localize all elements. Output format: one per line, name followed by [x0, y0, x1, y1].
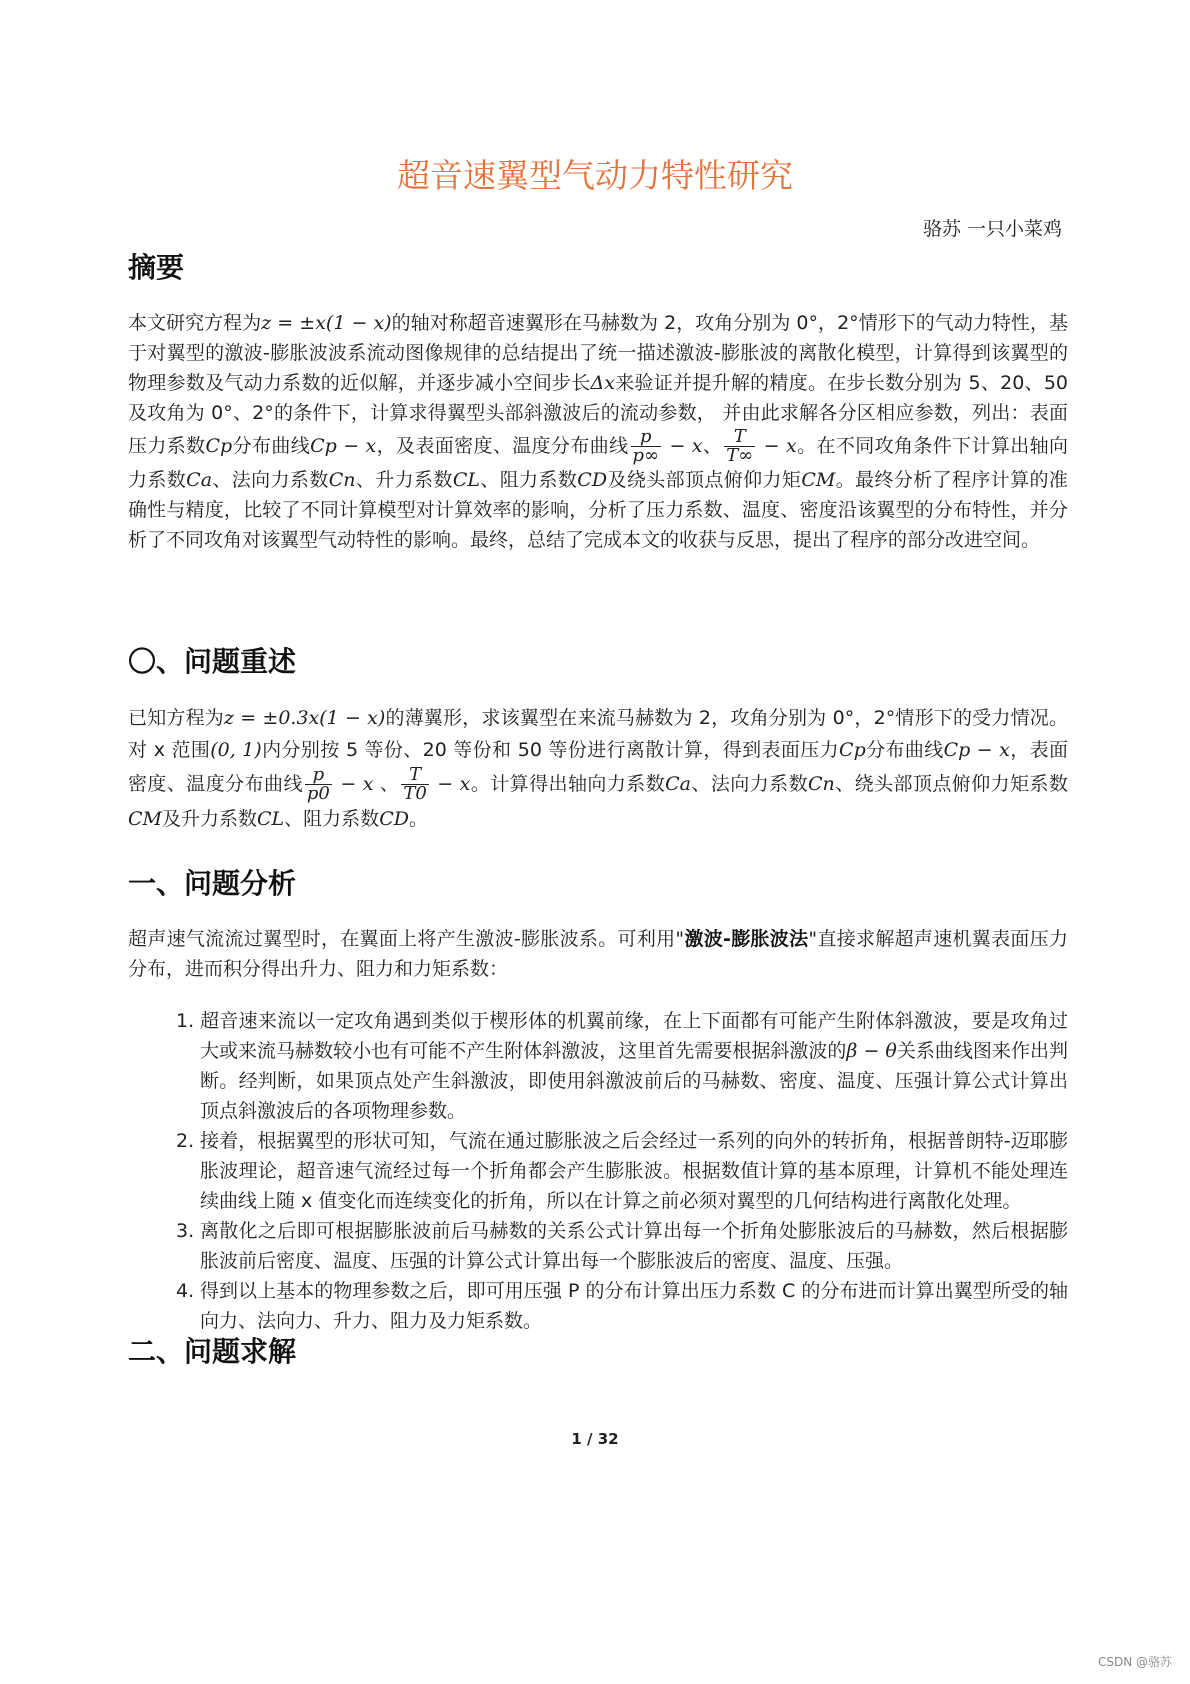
- section-solution: [128, 1330, 1068, 1370]
- symbol: Cp − x: [310, 435, 377, 457]
- fraction-t-ratio: $\frac{T}{T0}$: [403, 764, 427, 804]
- paper-title: 超音速翼型气动力特性研究: [397, 156, 793, 195]
- abstract-paragraph: 本文研究方程为z = ±x(1 − x)的轴对称超音速翼形在马赫数为 2，攻角分别为 0°，2°情形下的气动力特性，基于对翼型的激波-膨胀波波系流动图像规律的总结提出了统一描述激波-膨胀波的离散化模型，计算得到该翼型的物理参数及气动力系数的近似解，并逐步减小空间步长Δx来验证并提升解的精度。在步长数分别为 5、20、50 及攻角为 0°、2°的条件下，计算求得翼型头部斜激波后的流动参数， 并由此求解各分区相应参数，列出：表面压力系数Cp分布曲线Cp − x，及表面密度、温度分布曲线 $\frac{p}{p\infty}$ − x、 $\frac{T}{T\infty}$ − x。在不同攻角条件下计算出轴向力系数Ca、法向力系数Cn、升力系数CL、阻力系数CD及绕头部顶点俯仰力矩CM。最终分析了程序计算的准确性与精度，比较了不同计算模型对计算效率的影响，分析了压力系数、温度、密度沿该翼型的分布特性，并分析了不同攻角对该翼型气动特性的影响。最终，总结了完成本文的收获与反思，提出了程序的部分改进空间。: [128, 312, 1068, 551]
- symbol: Ca: [665, 773, 691, 795]
- section-heading: 二、问题求解: [128, 1335, 297, 1368]
- symbol: CL: [257, 808, 285, 830]
- symbol: Cn: [808, 773, 835, 795]
- symbol: Ca: [186, 469, 213, 491]
- abstract-section: [128, 246, 1068, 555]
- section-heading: 〇、问题重述: [128, 645, 297, 678]
- symbol: CD: [379, 808, 409, 830]
- analysis-intro: 超声速气流流过翼型时，在翼面上将产生激波-膨胀波系。可利用"激波-膨胀波法"直接求解超声速机翼表面压力分布，进而积分得出升力、阻力和力矩系数：: [128, 928, 1068, 980]
- section-analysis: [128, 862, 1068, 1336]
- list-item: 4. 得到以上基本的物理参数之后，即可用压强 P 的分布计算出压力系数 C 的分布进而计算出翼型所受的轴向力、法向力、升力、阻力及力矩系数。: [176, 1280, 1068, 1332]
- symbol: CL: [452, 469, 480, 491]
- symbol: CD: [577, 469, 608, 491]
- symbol: Cp − x: [943, 739, 1010, 761]
- abstract-heading: 摘要: [128, 251, 185, 284]
- fraction-t-ratio: $\frac{T}{T\infty}$: [726, 426, 754, 466]
- equation: Δx: [590, 372, 615, 394]
- symbol: Cn: [328, 469, 356, 491]
- equation: z = ±0.3x(1 − x): [224, 707, 386, 729]
- fraction-p-ratio: $\frac{p}{p\infty}$: [632, 426, 660, 466]
- author-line: 骆苏 一只小菜鸡: [922, 218, 1062, 240]
- equation: β − θ: [846, 1040, 897, 1062]
- symbol: CM: [128, 808, 162, 830]
- fraction-p-ratio: $\frac{p}{p0}$: [306, 764, 330, 804]
- analysis-steps-list: [176, 1006, 1068, 1336]
- symbol: Cp: [205, 435, 233, 457]
- section-restatement: [128, 640, 1068, 835]
- restatement-paragraph: 已知方程为z = ±0.3x(1 − x)的薄翼形，求该翼型在来流马赫数为 2，攻角分别为 0°，2°情形下的受力情况。对 x 范围(0, 1)内分别按 5 等份、20 等份和 50 等份进行离散计算，得到表面压力Cp分布曲线Cp − x，表面密度、温度分布曲线 $\frac{p}{p0}$ − x 、 $\frac{T}{T0}$ − x。计算得出轴向力系数Ca、法向力系数Cn、绕头部顶点俯仰力矩系数CM及升力系数CL、阻力系数CD。: [128, 707, 1068, 830]
- equation: z = ±x(1 − x): [261, 312, 392, 334]
- list-item: 2. 接着，根据翼型的形状可知，气流在通过膨胀波之后会经过一系列的向外的转折角，根据普朗特-迈耶膨胀波理论，超音速气流经过每一个折角都会产生膨胀波。根据数值计算的基本原理，计算机不能处理连续曲线上随 x 值变化而连续变化的折角，所以在计算之前必须对翼型的几何结构进行离散化处理。: [176, 1130, 1068, 1212]
- section-heading: 一、问题分析: [128, 867, 297, 900]
- list-item: 1. 超音速来流以一定攻角遇到类似于楔形体的机翼前缘，在上下面都有可能产生附体斜激波，要是攻角过大或来流马赫数较小也有可能不产生附体斜激波，这里首先需要根据斜激波的β − θ关系曲线图来作出判断。经判断，如果顶点处产生斜激波，即使用斜激波前后的马赫数、密度、温度、压强计算公式计算出顶点斜激波后的各项物理参数。: [176, 1010, 1068, 1122]
- symbol: Cp: [839, 739, 866, 761]
- list-item: 3. 离散化之后即可根据膨胀波前后马赫数的关系公式计算出每一个折角处膨胀波后的马赫数，然后根据膨胀波前后密度、温度、压强的计算公式计算出每一个膨胀波后的密度、温度、压强。: [176, 1220, 1068, 1272]
- symbol: (0, 1): [210, 739, 262, 761]
- watermark: CSDN @骆苏: [1097, 1655, 1172, 1669]
- page-number: 1 / 32: [571, 1430, 619, 1448]
- symbol: CM: [801, 469, 836, 491]
